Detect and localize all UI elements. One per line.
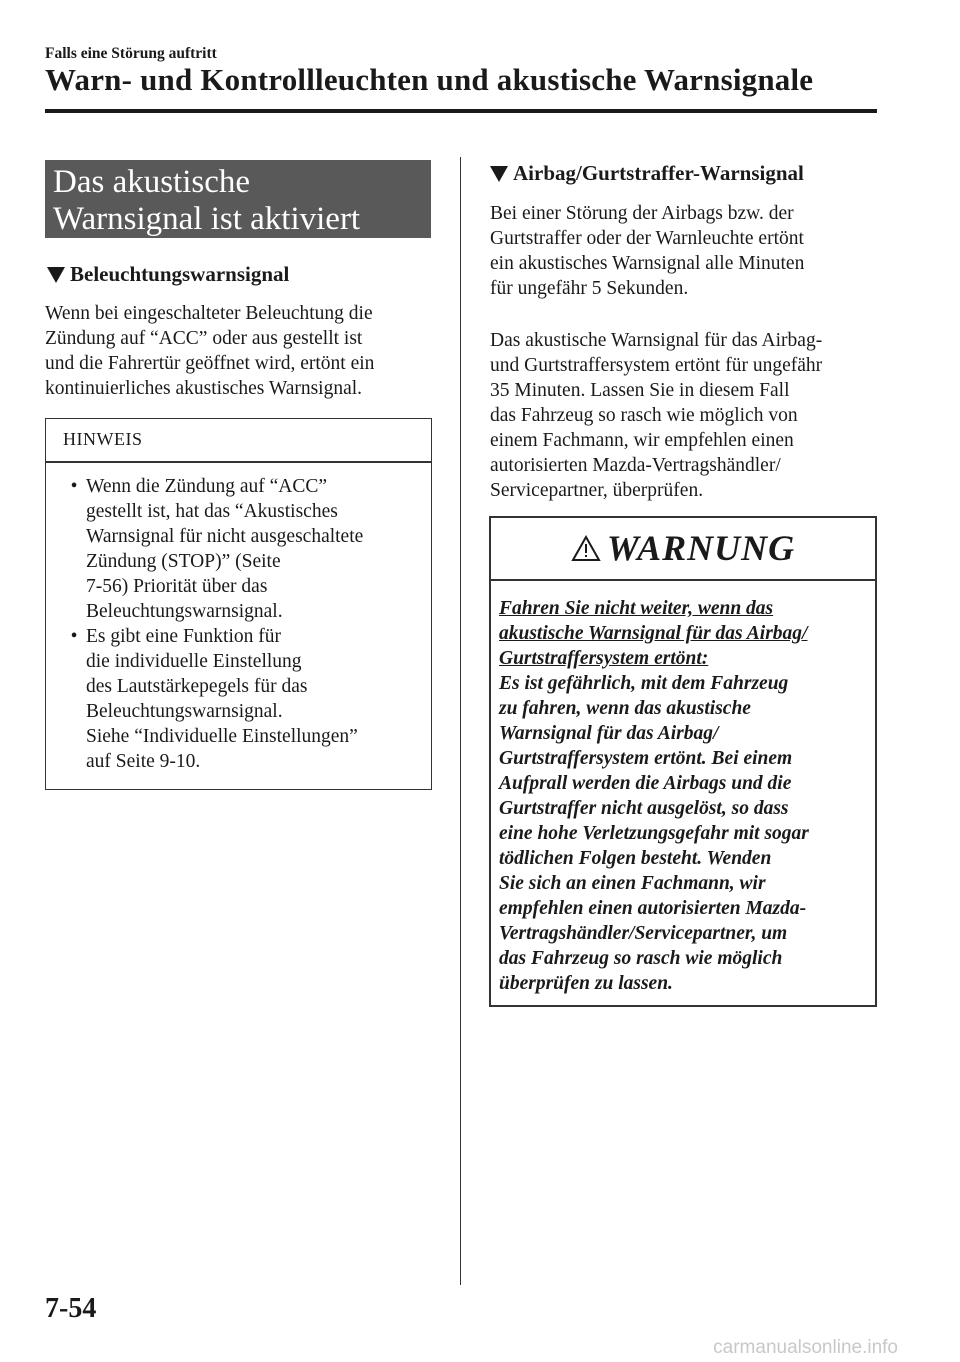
bullet-icon: • — [70, 476, 78, 497]
note-divider — [46, 461, 431, 463]
airbag-paragraph-1: Bei einer Störung der Airbags bzw. der Gurtstraffer oder der Warnleuchte ertönt ein akustisches Warnsignal alle Minuten für ungefähr 5 Sekunden. — [490, 203, 805, 299]
bullet-icon: • — [70, 626, 78, 647]
triangle-marker-icon — [490, 166, 508, 182]
chapter-label: Falls eine Störung auftritt — [45, 45, 217, 62]
section-banner — [45, 160, 431, 238]
warning-body — [499, 596, 869, 996]
note-box — [45, 418, 432, 790]
header-rule — [45, 109, 877, 113]
note-item — [62, 624, 363, 774]
page-title: Warn- und Kontrollleuchten und akustische Warnsignale — [45, 62, 814, 97]
warning-text: Es ist gefährlich, mit dem Fahrzeug zu fahren, wenn das akustische Warnsignal für das Airbag/ Gurtstraffersystem ertönt. Bei einem Aufprall werden die Airbags und die Gurtstraffer nicht ausgelöst, so dass eine hohe Verletzungsgefahr mit sogar tödlichen Folgen besteht. Wenden Sie sich an einen Fachmann, wir empfehlen einen autorisierten Mazda- Vertragshändler/Servicepartner, um das Fahrzeug so rasch wie möglich überprüfen zu lassen. — [499, 673, 809, 994]
lighting-warning-paragraph: Wenn bei eingeschalteter Beleuchtung die Zündung auf “ACC” oder aus gestellt ist und die Fahrertür geöffnet wird, ertönt ein kontinuierliches akustisches Warnsignal. — [45, 303, 375, 399]
note-list — [62, 474, 363, 774]
note-item — [62, 474, 363, 624]
page-number: 7-54 — [45, 1293, 97, 1324]
note-item-text: Es gibt eine Funktion für die individuelle Einstellung des Lautstärkepegels für das Beleuchtungswarnsignal. Siehe “Individuelle Einstellungen” auf Seite 9-10. — [86, 626, 358, 772]
warning-title: WARNUNG — [606, 528, 796, 568]
watermark: carmanualsonline.info — [713, 1337, 898, 1358]
heading-lighting-warning — [47, 262, 289, 287]
warning-lead: Fahren Sie nicht weiter, wenn das akustische Warnsignal für das Airbag/ Gurtstraffersystem ertönt: — [499, 598, 808, 669]
note-title: HINWEIS — [63, 429, 143, 449]
warning-box — [489, 516, 877, 1007]
heading-airbag-warning — [490, 161, 804, 186]
section-banner-title: Das akustische Warnsignal ist aktiviert — [53, 164, 361, 237]
warning-header — [491, 518, 875, 578]
column-divider — [460, 157, 461, 1285]
warning-divider — [491, 579, 875, 581]
heading-lighting-warning-text: Beleuchtungswarnsignal — [70, 262, 290, 286]
triangle-marker-icon — [47, 267, 65, 283]
airbag-paragraph-2: Das akustische Warnsignal für das Airbag- und Gurtstraffersystem ertönt für ungefähr 35 Minuten. Lassen Sie in diesem Fall das Fahrzeug so rasch wie möglich von einem Fachmann, wir empfehlen einen autorisierten Mazda-Vertragshändler/ Servicepartner, überprüfen. — [490, 330, 823, 501]
warning-triangle-icon — [571, 535, 601, 562]
heading-airbag-warning-text: Airbag/Gurtstraffer-Warnsignal — [513, 161, 804, 185]
note-item-text: Wenn die Zündung auf “ACC” gestellt ist, hat das “Akustisches Warnsignal für nicht ausgeschaltete Zündung (STOP)” (Seite 7-56) Priorität über das Beleuchtungswarnsignal. — [86, 476, 364, 622]
